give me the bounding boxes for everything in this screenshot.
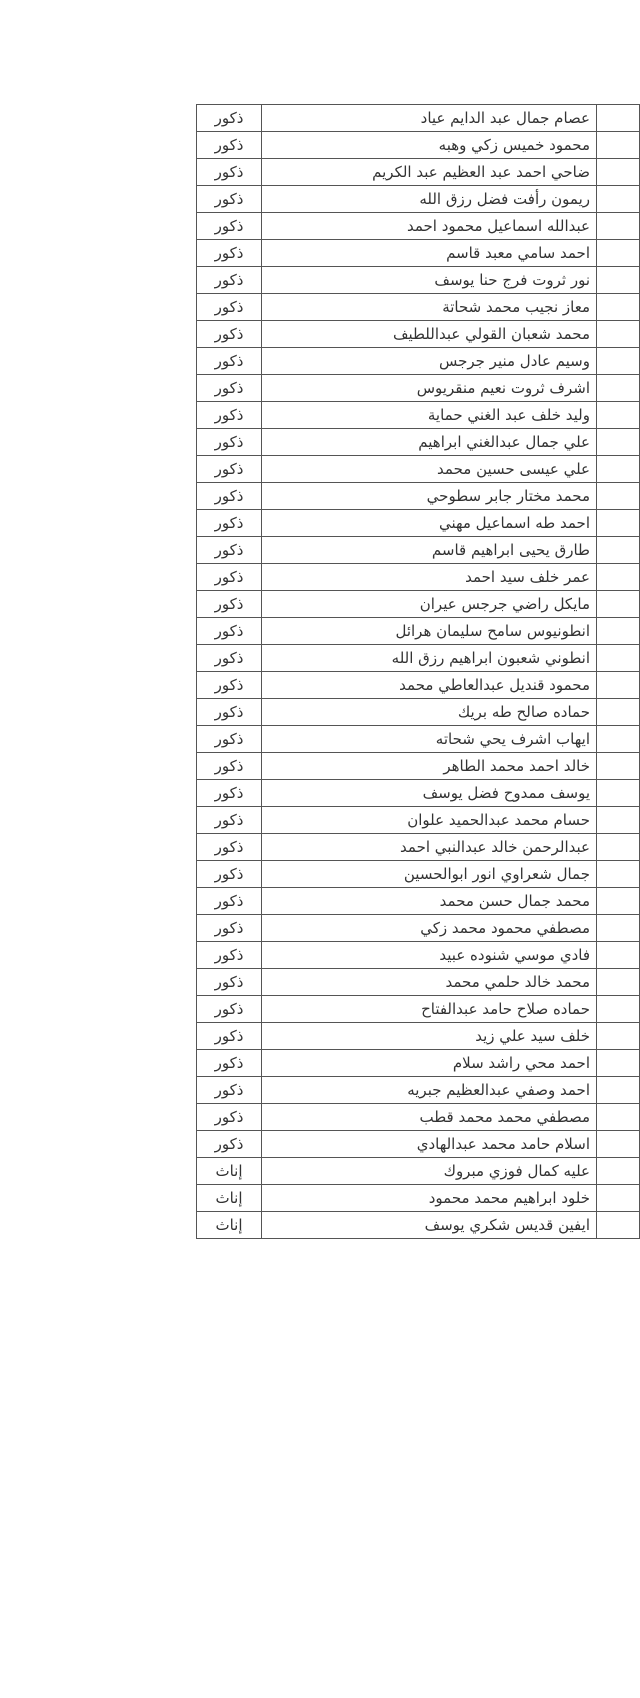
name-cell: عصام جمال عبد الدايم عياد [262,105,597,132]
gender-cell: ذكور [197,213,262,240]
row-number-cell [597,915,640,942]
gender-cell: ذكور [197,1077,262,1104]
gender-cell: ذكور [197,1131,262,1158]
row-number-cell [597,1050,640,1077]
gender-cell: إناث [197,1185,262,1212]
table-row [197,1104,640,1131]
table-row [197,807,640,834]
row-number-cell [597,591,640,618]
name-cell: علي عيسى حسين محمد [262,456,597,483]
table-row [197,672,640,699]
name-cell: يوسف ممدوح فضل يوسف [262,780,597,807]
name-cell: مايكل راضي جرجس عيران [262,591,597,618]
row-number-cell [597,672,640,699]
row-number-cell [597,483,640,510]
name-cell: ايهاب اشرف يحي شحاته [262,726,597,753]
gender-cell: ذكور [197,1104,262,1131]
row-number-cell [597,429,640,456]
gender-cell: إناث [197,1212,262,1239]
table-row [197,294,640,321]
name-cell: فادي موسي شنوده عبيد [262,942,597,969]
name-cell: اسلام حامد محمد عبدالهادي [262,1131,597,1158]
row-number-cell [597,1158,640,1185]
name-cell: محمود قنديل عبدالعاطي محمد [262,672,597,699]
row-number-cell [597,969,640,996]
table-row [197,429,640,456]
table-row [197,591,640,618]
name-cell: محمد جمال حسن محمد [262,888,597,915]
gender-cell: ذكور [197,861,262,888]
gender-cell: ذكور [197,375,262,402]
row-number-cell [597,456,640,483]
table-row [197,240,640,267]
row-number-cell [597,213,640,240]
row-number-cell [597,780,640,807]
table-row [197,1077,640,1104]
row-number-cell [597,1077,640,1104]
document-page [196,104,640,1239]
gender-cell: ذكور [197,321,262,348]
gender-cell: ذكور [197,915,262,942]
gender-cell: ذكور [197,672,262,699]
gender-cell: ذكور [197,780,262,807]
table-row [197,456,640,483]
gender-cell: ذكور [197,807,262,834]
name-cell: خلود ابراهيم محمد محمود [262,1185,597,1212]
row-number-cell [597,726,640,753]
name-cell: عبدالله اسماعيل محمود احمد [262,213,597,240]
name-cell: نور ثروت فرج حنا يوسف [262,267,597,294]
table-row [197,483,640,510]
gender-cell: ذكور [197,294,262,321]
table-row [197,375,640,402]
row-number-cell [597,132,640,159]
gender-cell: ذكور [197,969,262,996]
name-cell: علي جمال عبدالغني ابراهيم [262,429,597,456]
name-cell: وسيم عادل منير جرجس [262,348,597,375]
table-row [197,186,640,213]
table-row [197,726,640,753]
table-row [197,861,640,888]
name-cell: خالد احمد محمد الطاهر [262,753,597,780]
name-cell: انطونيوس سامح سليمان هرائل [262,618,597,645]
table-row [197,699,640,726]
table-row [197,1212,640,1239]
row-number-cell [597,321,640,348]
name-cell: احمد طه اسماعيل مهني [262,510,597,537]
row-number-cell [597,1212,640,1239]
row-number-cell [597,753,640,780]
table-row [197,969,640,996]
gender-cell: ذكور [197,240,262,267]
name-cell: انطوني شعبون ابراهيم رزق الله [262,645,597,672]
table-row [197,645,640,672]
name-cell: محمد مختار جابر سطوحي [262,483,597,510]
row-number-cell [597,375,640,402]
gender-cell: ذكور [197,618,262,645]
table-row [197,159,640,186]
row-number-cell [597,510,640,537]
table-row [197,510,640,537]
name-cell: جمال شعراوي انور ابوالحسين [262,861,597,888]
gender-cell: ذكور [197,537,262,564]
row-number-cell [597,1185,640,1212]
name-cell: حماده صالح طه بريك [262,699,597,726]
table-row [197,1158,640,1185]
gender-cell: ذكور [197,888,262,915]
table-row [197,1131,640,1158]
gender-cell: ذكور [197,105,262,132]
table-row [197,1050,640,1077]
gender-cell: ذكور [197,699,262,726]
name-cell: خلف سيد علي زيد [262,1023,597,1050]
row-number-cell [597,861,640,888]
name-cell: محمود خميس زكي وهبه [262,132,597,159]
name-cell: اشرف ثروت نعيم منقريوس [262,375,597,402]
name-cell: محمد خالد حلمي محمد [262,969,597,996]
row-number-cell [597,402,640,429]
table-row [197,996,640,1023]
gender-cell: ذكور [197,429,262,456]
name-cell: وليد خلف عبد الغني حماية [262,402,597,429]
row-number-cell [597,699,640,726]
gender-cell: ذكور [197,186,262,213]
name-cell: مصطفي محمود محمد زكي [262,915,597,942]
gender-cell: ذكور [197,267,262,294]
table-row [197,132,640,159]
table-row [197,834,640,861]
row-number-cell [597,294,640,321]
gender-cell: ذكور [197,645,262,672]
row-number-cell [597,996,640,1023]
row-number-cell [597,1023,640,1050]
gender-cell: ذكور [197,942,262,969]
table-row [197,753,640,780]
table-row [197,348,640,375]
gender-cell: ذكور [197,510,262,537]
name-cell: احمد سامي معبد قاسم [262,240,597,267]
name-cell: ضاحي احمد عبد العظيم عبد الكريم [262,159,597,186]
table-row [197,780,640,807]
gender-cell: ذكور [197,132,262,159]
name-cell: ريمون رأفت فضل رزق الله [262,186,597,213]
row-number-cell [597,618,640,645]
name-cell: احمد محي راشد سلام [262,1050,597,1077]
gender-cell: ذكور [197,402,262,429]
table-row [197,402,640,429]
table-row [197,888,640,915]
gender-cell: ذكور [197,1023,262,1050]
row-number-cell [597,186,640,213]
gender-cell: ذكور [197,483,262,510]
table-row [197,105,640,132]
name-cell: ايفين قديس شكري يوسف [262,1212,597,1239]
name-cell: احمد وصفي عبدالعظيم جبريه [262,1077,597,1104]
gender-cell: ذكور [197,348,262,375]
name-cell: حسام محمد عبدالحميد علوان [262,807,597,834]
gender-cell: إناث [197,1158,262,1185]
row-number-cell [597,1131,640,1158]
gender-cell: ذكور [197,726,262,753]
gender-cell: ذكور [197,591,262,618]
row-number-cell [597,348,640,375]
table-row [197,1185,640,1212]
table-row [197,942,640,969]
name-cell: معاز نجيب محمد شحاتة [262,294,597,321]
gender-cell: ذكور [197,996,262,1023]
row-number-cell [597,834,640,861]
name-cell: عليه كمال فوزي مبروك [262,1158,597,1185]
gender-cell: ذكور [197,834,262,861]
name-cell: مصطفي محمد محمد قطب [262,1104,597,1131]
row-number-cell [597,564,640,591]
table-row [197,321,640,348]
names-table [196,104,640,1239]
names-table-body [197,105,640,1239]
row-number-cell [597,807,640,834]
name-cell: محمد شعبان القولي عبداللطيف [262,321,597,348]
table-row [197,564,640,591]
gender-cell: ذكور [197,159,262,186]
table-row [197,267,640,294]
name-cell: عمر خلف سيد احمد [262,564,597,591]
row-number-cell [597,240,640,267]
table-row [197,618,640,645]
row-number-cell [597,888,640,915]
row-number-cell [597,159,640,186]
gender-cell: ذكور [197,753,262,780]
name-cell: طارق يحيى ابراهيم قاسم [262,537,597,564]
row-number-cell [597,645,640,672]
gender-cell: ذكور [197,564,262,591]
row-number-cell [597,105,640,132]
row-number-cell [597,537,640,564]
name-cell: حماده صلاح حامد عبدالفتاح [262,996,597,1023]
row-number-cell [597,1104,640,1131]
gender-cell: ذكور [197,1050,262,1077]
gender-cell: ذكور [197,456,262,483]
table-row [197,1023,640,1050]
table-row [197,537,640,564]
table-row [197,213,640,240]
table-row [197,915,640,942]
name-cell: عبدالرحمن خالد عبدالنبي احمد [262,834,597,861]
row-number-cell [597,267,640,294]
row-number-cell [597,942,640,969]
